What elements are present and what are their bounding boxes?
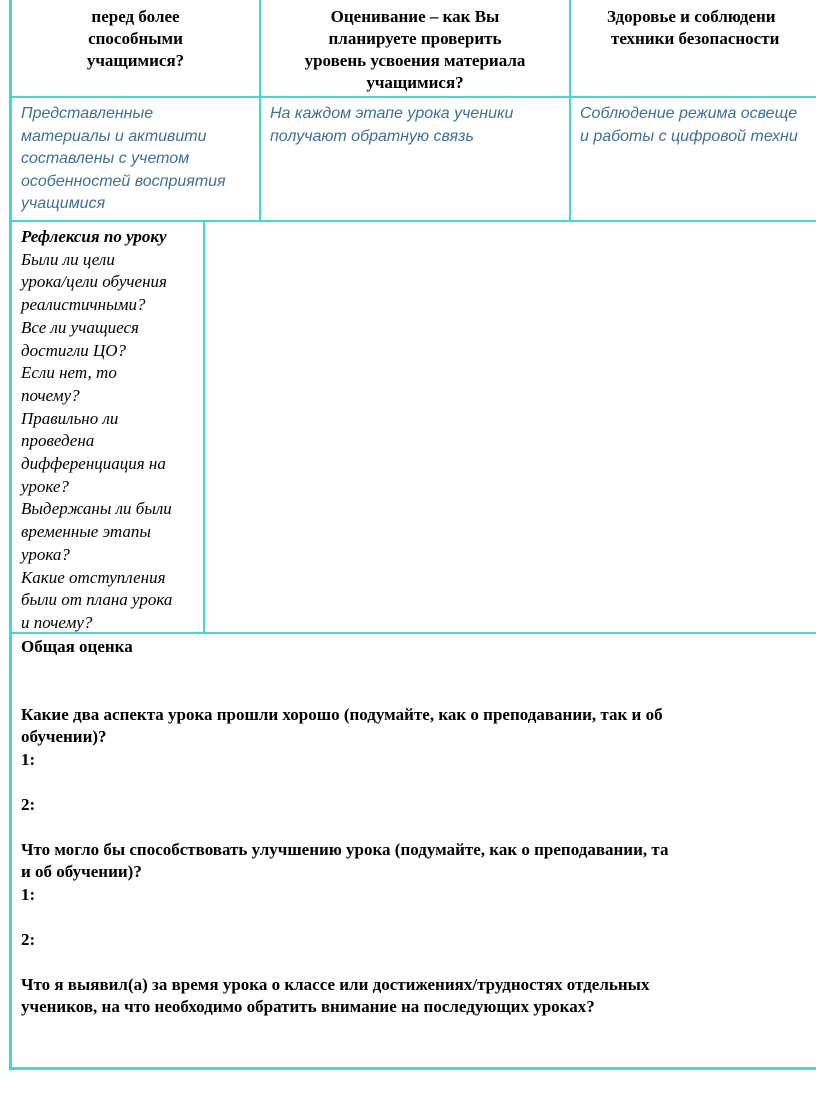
col-divider-reflection [203, 220, 205, 634]
header-cell-differentiation: перед более способными учащимися? [86, 7, 185, 70]
header-cell-assessment: Оценивание – как Вы планируете проверить уровень усвоения материала учащимися? [304, 7, 526, 92]
answer-label-1: 1: [21, 749, 36, 769]
row2-cell-differentiation: Представленные материалы и активити составлены с учетом особенностей восприятия учащимися [21, 105, 226, 212]
summary-section: Общая оценка Какие два аспекта урока прошли хорошо (подумайте, как о преподавании, так и об обучении)? 1: 2: Что могло бы способствовать улучшению урока (подумайте, как о преподавании, та и об обучении)? 1: 2: Что я выявил(а) за время урока о классе или достижениях/трудностях отдельных учеников, на что необходимо обратить внимание на последующих уроках? [21, 636, 816, 1019]
answer-label-2: 2: [21, 794, 36, 814]
question-findings: Что я выявил(а) за время урока о классе или достижениях/трудностях отдельных [21, 974, 650, 994]
answer-label-1: 1: [21, 884, 36, 904]
header-cell-health-safety: Здоровье и соблюдени техники безопасности [607, 7, 780, 48]
row-divider-2 [9, 220, 816, 222]
row2-cell-assessment: На каждом этапе урока ученики получают обратную связь [270, 105, 514, 145]
table-border-left [9, 0, 12, 1070]
row-divider-1 [9, 96, 816, 98]
row2-cell-health-safety: Соблюдение режима освеще и работы с цифровой техни [580, 105, 798, 145]
question-good-aspects: Какие два аспекта урока прошли хорошо (подумайте, как о преподавании, так и об [21, 704, 663, 724]
summary-title: Общая оценка [21, 637, 133, 656]
question-improvements: Что могло бы способствовать улучшению урока (подумайте, как о преподавании, та [21, 839, 669, 859]
table-border-bottom [9, 1067, 816, 1070]
reflection-title: Рефлексия по уроку [21, 227, 167, 246]
reflection-cell: Рефлексия по уроку Были ли цели урока/цели обучения реалистичными? Все ли учащиеся достигли ЦО? Если нет, то почему? Правильно ли проведена дифференциация на уроке? Выдержаны ли были временные этапы урока? Какие отступления были от плана урока и почему? [21, 226, 201, 635]
answer-label-2: 2: [21, 929, 36, 949]
